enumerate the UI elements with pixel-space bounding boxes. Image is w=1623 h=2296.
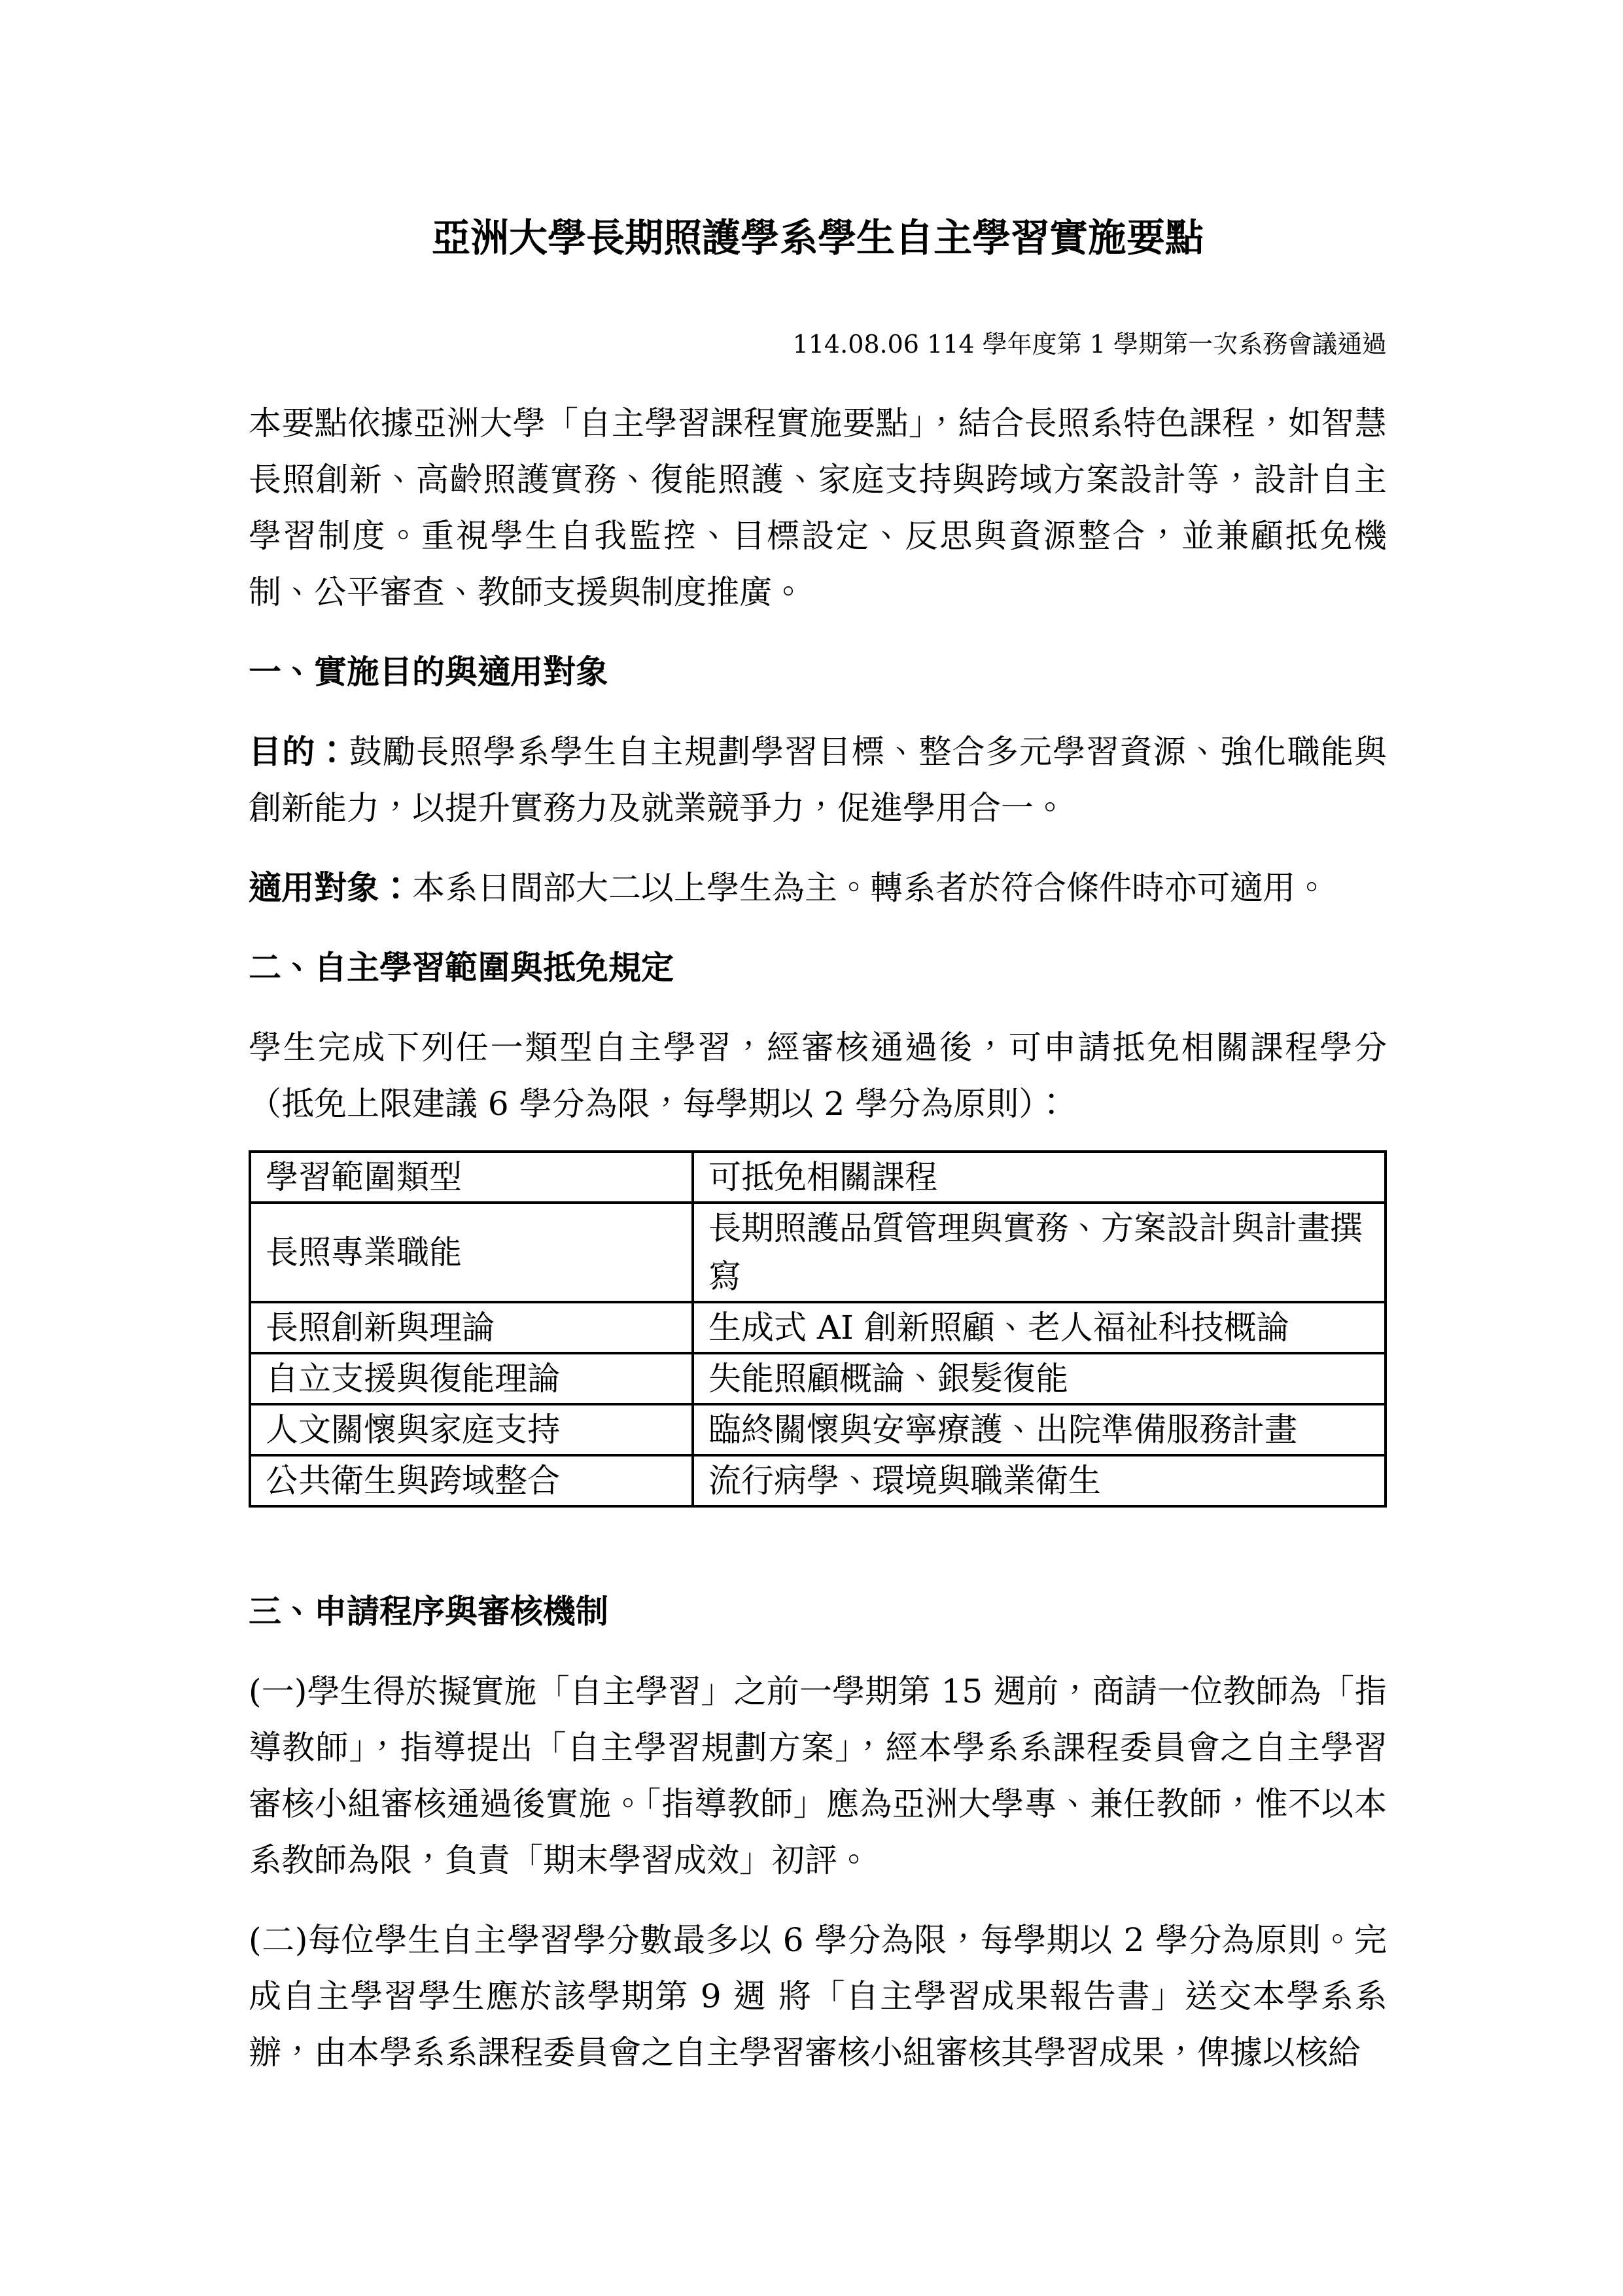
table-row (250, 1404, 1386, 1455)
cell-waivable-courses: 生成式 AI 創新照顧、老人福祉科技概論 (693, 1302, 1386, 1353)
procedure-item-2: (二)每位學生自主學習學分數最多以 6 學分為限，每學期以 2 學分為原則。完成自主學習學生應於該學期第 9 週 將「自主學習成果報告書」送交本學系系辦，由本學系系課程委員會之自主學習審核小組審核其學習成果，俾據以核給 (249, 1921, 1387, 2072)
table-row (250, 1455, 1386, 1506)
cell-waivable-courses: 失能照顧概論、銀髮復能 (693, 1353, 1386, 1404)
section-3-heading: 三、申請程序與審核機制 (249, 1592, 608, 1631)
cell-learning-type: 自立支援與復能理論 (250, 1353, 693, 1404)
section-1-heading: 一、實施目的與適用對象 (249, 652, 608, 691)
cell-learning-type: 長照創新與理論 (250, 1302, 693, 1353)
cell-waivable-courses: 流行病學、環境與職業衛生 (693, 1455, 1386, 1506)
section-2-heading: 二、自主學習範圍與抵免規定 (249, 948, 674, 987)
credit-waiver-table (249, 1150, 1387, 1508)
column-header-learning-type: 學習範圍類型 (250, 1152, 693, 1203)
intro-paragraph: 本要點依據亞洲大學「自主學習課程實施要點」，結合長照系特色課程，如智慧長照創新、高齡照護實務、復能照護、家庭支持與跨域方案設計等，設計自主學習制度。重視學生自我監控、目標設定、反思與資源整合，並兼顧抵免機制、公平審查、教師支援與制度推廣。 (249, 404, 1387, 611)
target-paragraph (249, 860, 1387, 916)
procedure-item-1: (一)學生得於擬實施「自主學習」之前一學期第 15 週前，商請一位教師為「指導教師」，指導提出「自主學習規劃方案」，經本學系系課程委員會之自主學習審核小組審核通過後實施。「指導教師」應為亞洲大學專、兼任教師，惟不以本系教師為限，負責「期末學習成效」初評。 (249, 1672, 1387, 1879)
table-row (250, 1203, 1386, 1302)
target-text: 本系日間部大二以上學生為主。轉系者於符合條件時亦可適用。 (412, 869, 1328, 907)
table-row (250, 1353, 1386, 1404)
table-header-row (250, 1152, 1386, 1203)
table-row (250, 1302, 1386, 1353)
cell-waivable-courses: 長期照護品質管理與實務、方案設計與計畫撰寫 (693, 1203, 1386, 1302)
cell-learning-type: 公共衛生與跨域整合 (250, 1455, 693, 1506)
waiver-intro-paragraph: 學生完成下列任一類型自主學習，經審核通過後，可申請抵免相關課程學分（抵免上限建議 6 學分為限，每學期以 2 學分為原則）： (249, 1029, 1387, 1123)
target-label: 適用對象： (249, 868, 412, 907)
purpose-text: 鼓勵長照學系學生自主規劃學習目標、整合多元學習資源、強化職能與創新能力，以提升實務力及就業競爭力，促進學用合一。 (249, 733, 1387, 827)
column-header-waivable-courses: 可抵免相關課程 (693, 1152, 1386, 1203)
cell-waivable-courses: 臨終關懷與安寧療護、出院準備服務計畫 (693, 1404, 1386, 1455)
purpose-paragraph (249, 724, 1387, 836)
purpose-label: 目的： (249, 732, 349, 771)
cell-learning-type: 長照專業職能 (250, 1203, 693, 1302)
document-title: 亞洲大學長期照護學系學生自主學習實施要點 (431, 215, 1204, 260)
cell-learning-type: 人文關懷與家庭支持 (250, 1404, 693, 1455)
approval-note: 114.08.06 114 學年度第 1 學期第一次系務會議通過 (792, 330, 1387, 359)
